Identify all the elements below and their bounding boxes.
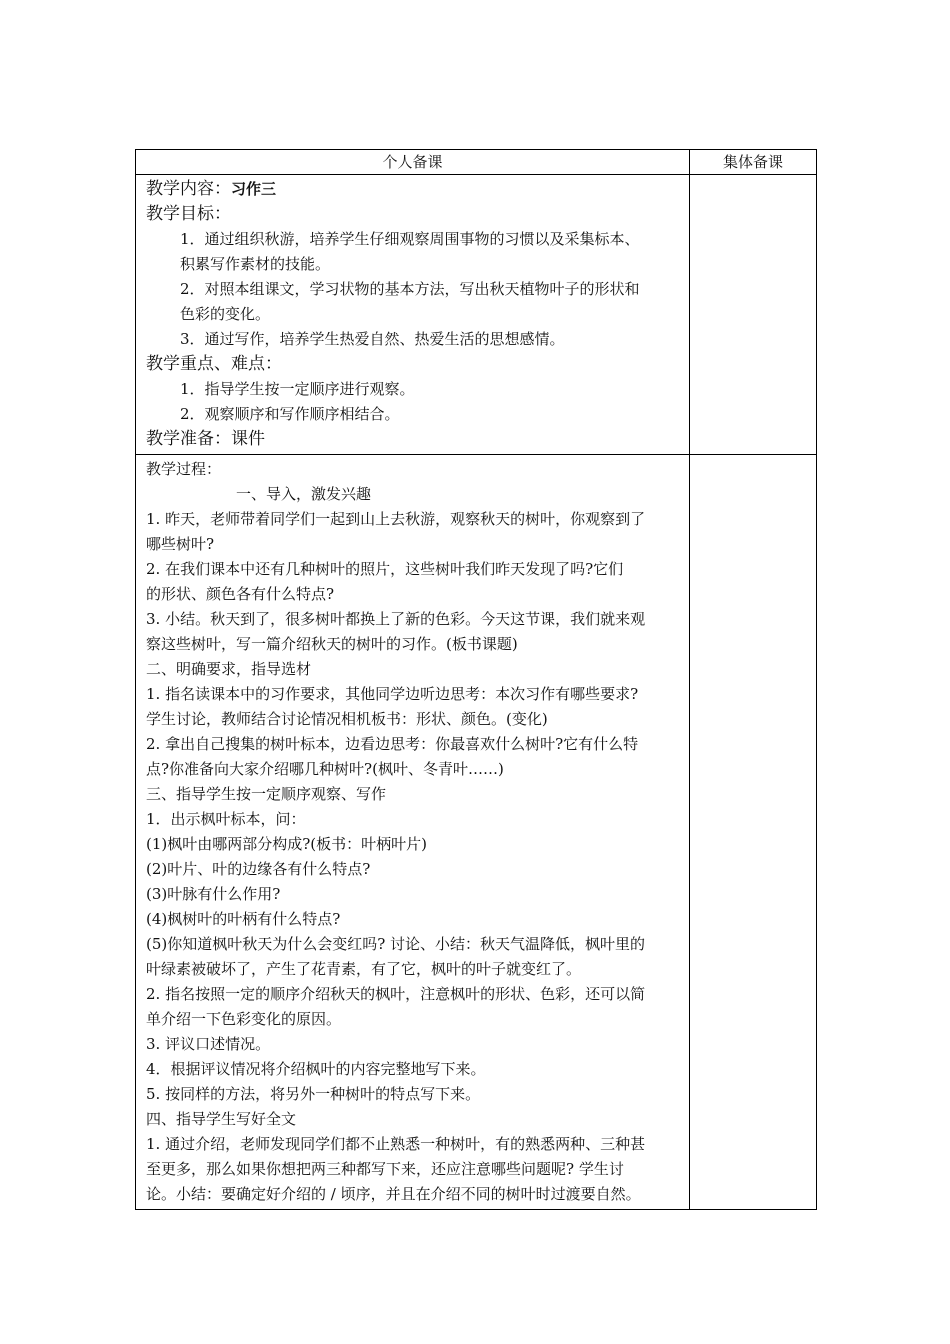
process-line: 3. 小结。秋天到了，很多树叶都换上了新的色彩。今天这节课，我们就来观 [146,610,646,628]
process-line: 4．根据评议情况将介绍枫叶的内容完整地写下来。 [146,1060,486,1078]
process-line: 5. 按同样的方法，将另外一种树叶的特点写下来。 [146,1085,481,1103]
header-row [136,150,817,175]
section2-collective-cell [690,455,817,1210]
section2-cell [136,455,690,1210]
process-line: (5)你知道枫叶秋天为什么会变红吗? 讨论、小结：秋天气温降低，枫叶里的 [146,935,646,953]
content-line [146,177,683,202]
content-value: 习作三 [231,180,277,198]
process-line: 2. 拿出自己搜集的树叶标本，边看边思考：你最喜欢什么树叶?它有什么特 [146,735,639,753]
process-label: 教学过程： [146,460,222,478]
goals-label: 教学目标： [146,204,231,224]
process-line: 哪些树叶? [146,535,215,553]
process-line: 1. 昨天，老师带着同学们一起到山上去秋游，观察秋天的树叶，你观察到了 [146,510,646,528]
keypoint-line: 1．指导学生按一定顺序进行观察。 [180,380,415,398]
process-line: 1. 指名读课本中的习作要求，其他同学边听边思考：本次习作有哪些要求? [146,685,639,703]
process-line: 论。小结：要确定好介绍的 / 顷序，并且在介绍不同的树叶时过渡要自然。 [146,1185,641,1203]
process-line: 1．出示枫叶标本，问： [146,810,306,828]
process-line: 至更多，那么如果你想把两三种都写下来，还应注意哪些问题呢? 学生讨 [146,1160,624,1178]
process-line: 叶绿素被破坏了，产生了花青素，有了它，枫叶的叶子就变红了。 [146,960,582,978]
section1-collective-cell [690,175,817,455]
goal-line: 2．对照本组课文，学习状物的基本方法，写出秋天植物叶子的形状和 [180,280,640,298]
process-line: 三、指导学生按一定顺序观察、写作 [146,785,387,803]
keypoint-line: 2．观察顺序和写作顺序相结合。 [180,405,400,423]
process-lines [146,507,683,1207]
goal-line: 积累写作素材的技能。 [180,255,331,273]
process-line: (4)枫树叶的叶柄有什么特点? [146,910,341,928]
process-line: 2. 在我们课本中还有几种树叶的照片，这些树叶我们昨天发现了吗?它们 [146,560,624,578]
process-line: (3)叶脉有什么作用? [146,885,281,903]
goal-line: 色彩的变化。 [180,305,271,323]
lesson-plan-table [135,149,817,1210]
prep-label: 教学准备：课件 [146,429,265,449]
process-line: 单介绍一下色彩变化的原因。 [146,1010,342,1028]
process-line: 察这些树叶，写一篇介绍秋天的树叶的习作。(板书课题) [146,635,518,653]
process-line: 2. 指名按照一定的顺序介绍秋天的枫叶，注意枫叶的形状、色彩，还可以简 [146,985,646,1003]
process-line: (1)枫叶由哪两部分构成?(板书：叶柄叶片) [146,835,427,853]
process-line: 1. 通过介绍，老师发现同学们都不止熟悉一种树叶，有的熟悉两种、三种甚 [146,1135,646,1153]
process-line: 的形状、颜色各有什么特点? [146,585,335,603]
process-line: 四、指导学生写好全文 [146,1110,297,1128]
section1-row [136,175,817,455]
goal-line: 1．通过组织秋游，培养学生仔细观察周围事物的习惯以及采集标本、 [180,230,640,248]
section2-row [136,455,817,1210]
process-line: 点?你准备向大家介绍哪几种树叶?(枫叶、冬青叶……) [146,760,504,778]
process-line: (2)叶片、叶的边缘各有什么特点? [146,860,371,878]
header-collective: 集体备课 [690,150,817,175]
process-line: 二、明确要求，指导选材 [146,660,312,678]
process-line: 学生讨论，教师结合讨论情况相机板书：形状、颜色。(变化) [146,710,548,728]
process-line: 3. 评议口述情况。 [146,1035,271,1053]
goal-line: 3．通过写作，培养学生热爱自然、热爱生活的思想感情。 [180,330,565,348]
header-personal: 个人备课 [136,150,690,175]
section1-cell [136,175,690,455]
content-label: 教学内容： [146,179,231,199]
keypoints-label: 教学重点、难点： [146,354,282,374]
part1-title: 一、导入，激发兴趣 [236,485,372,503]
